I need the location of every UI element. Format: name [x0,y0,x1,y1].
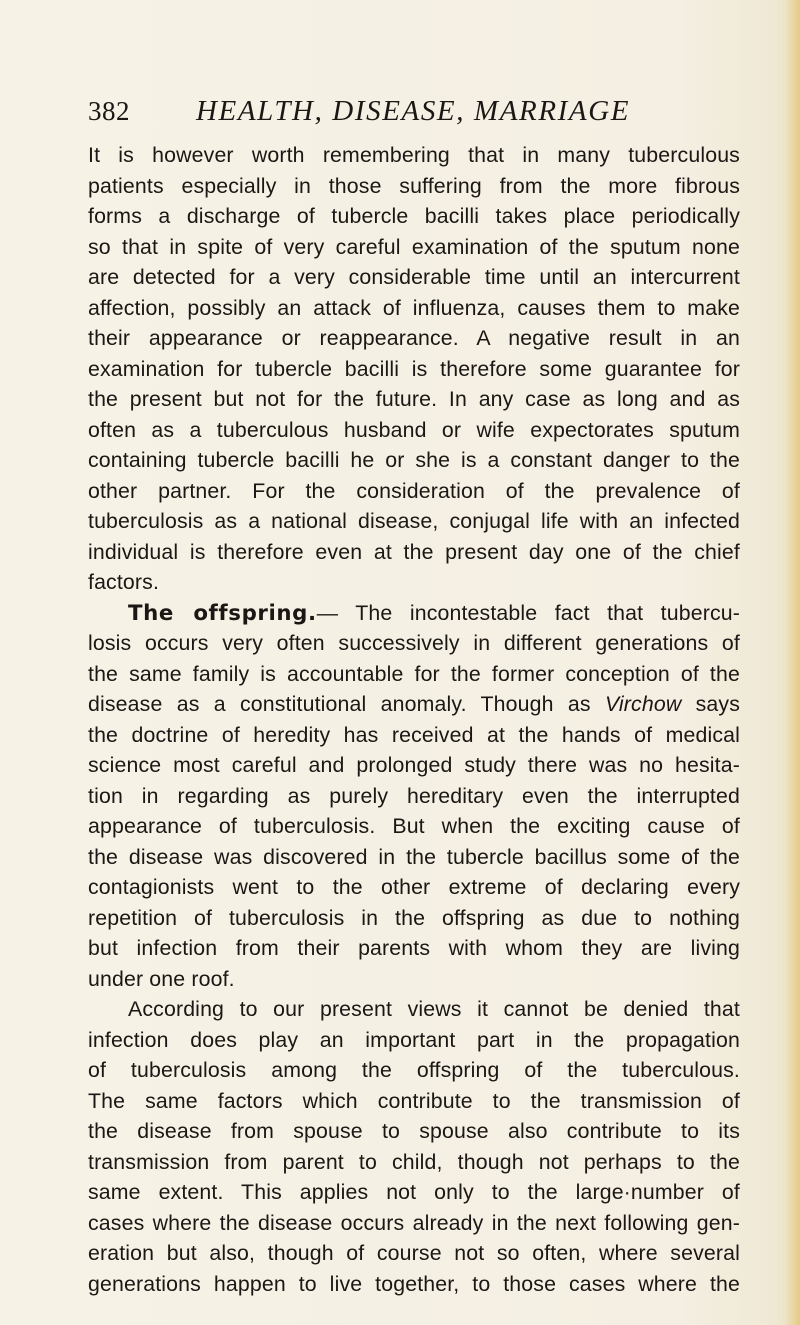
text-line: other partner. For the consideration of the prevalence of [88,478,740,503]
page-edge-shading [786,0,800,1325]
text-line: According to our present views it cannot be denied that [128,997,740,1021]
text-line: generations happen to live together, to those cases where the [88,1271,740,1296]
text-line: appearance of tuberculosis. But when the exciting cause of [88,814,740,838]
italic-name-virchow: Virchow [604,692,682,716]
text-line: so that in spite of very careful examination of the sputum none [88,234,740,259]
text-line: same extent. This applies not only to the large·number of [88,1180,740,1204]
text-line: the same family is accountable for the former conception of the [88,661,740,686]
section-run-in-heading: The offspring. [128,600,317,626]
running-header [88,91,748,131]
text-line: often as a tuberculous husband or wife expectorates sputum [88,417,740,442]
text-line: repetition of tuberculosis in the offspring as due to nothing [88,905,740,930]
text-line: infection does play an important part in the propagation [88,1027,740,1052]
text-line-with-italic [88,689,740,720]
text-segment: says [681,692,740,716]
text-line: tuberculosis as a national disease, conjugal life with an infected [88,509,740,533]
text-line: the doctrine of heredity has received at the hands of medical [88,722,740,747]
text-segment: disease as a constitutional anomaly. Though as [88,692,591,716]
text-line: individual is therefore even at the present day one of the chief [88,539,740,564]
page-number: 382 [88,96,130,126]
text-line: eration but also, though of course not so often, where several [88,1241,740,1265]
text-line: but infection from their parents with whom they are living [88,936,740,960]
text-line: under one roof. [88,966,235,991]
text-line: forms a discharge of tubercle bacilli takes place periodically [88,204,740,228]
offspring-paragraph-start [88,598,740,629]
text-line: the disease from spouse to spouse also contribute to its [88,1119,740,1143]
text-line: It is however worth remembering that in many tuberculous [88,143,740,167]
running-title: HEALTH, DISEASE, MARRIAGE [196,95,631,127]
text-line: affection, possibly an attack of influenza, causes them to make [88,295,740,320]
text-line: science most careful and prolonged study there was no hesita- [88,753,740,777]
text-line: patients especially in those suffering from the more fibrous [88,173,740,198]
text-line: factors. [88,570,160,594]
text-segment: — The incontestable fact that tubercu- [316,600,740,625]
text-line: examination for tubercle bacilli is therefore some guarantee for [88,356,740,381]
text-line: their appearance or reappearance. A negative result in an [88,326,740,350]
text-line: transmission from parent to child, though not perhaps to the [88,1149,740,1174]
text-line: The same factors which contribute to the transmission of [88,1088,740,1113]
text-line: the present but not for the future. In any case as long and as [88,387,740,411]
text-line: containing tubercle bacilli he or she is a constant danger to the [88,448,740,472]
text-line: losis occurs very often successively in different generations of [88,631,740,655]
text-line: of tuberculosis among the offspring of the tuberculous. [88,1058,740,1082]
text-line: cases where the disease occurs already in the next following gen- [88,1210,740,1235]
text-line: tion in regarding as purely hereditary even the interrupted [88,783,740,808]
body-text [88,140,740,1299]
text-line: are detected for a very considerable time until an intercurrent [88,265,740,289]
text-line: the disease was discovered in the tubercle bacillus some of the [88,844,740,869]
text-line: contagionists went to the other extreme of declaring every [88,875,740,899]
